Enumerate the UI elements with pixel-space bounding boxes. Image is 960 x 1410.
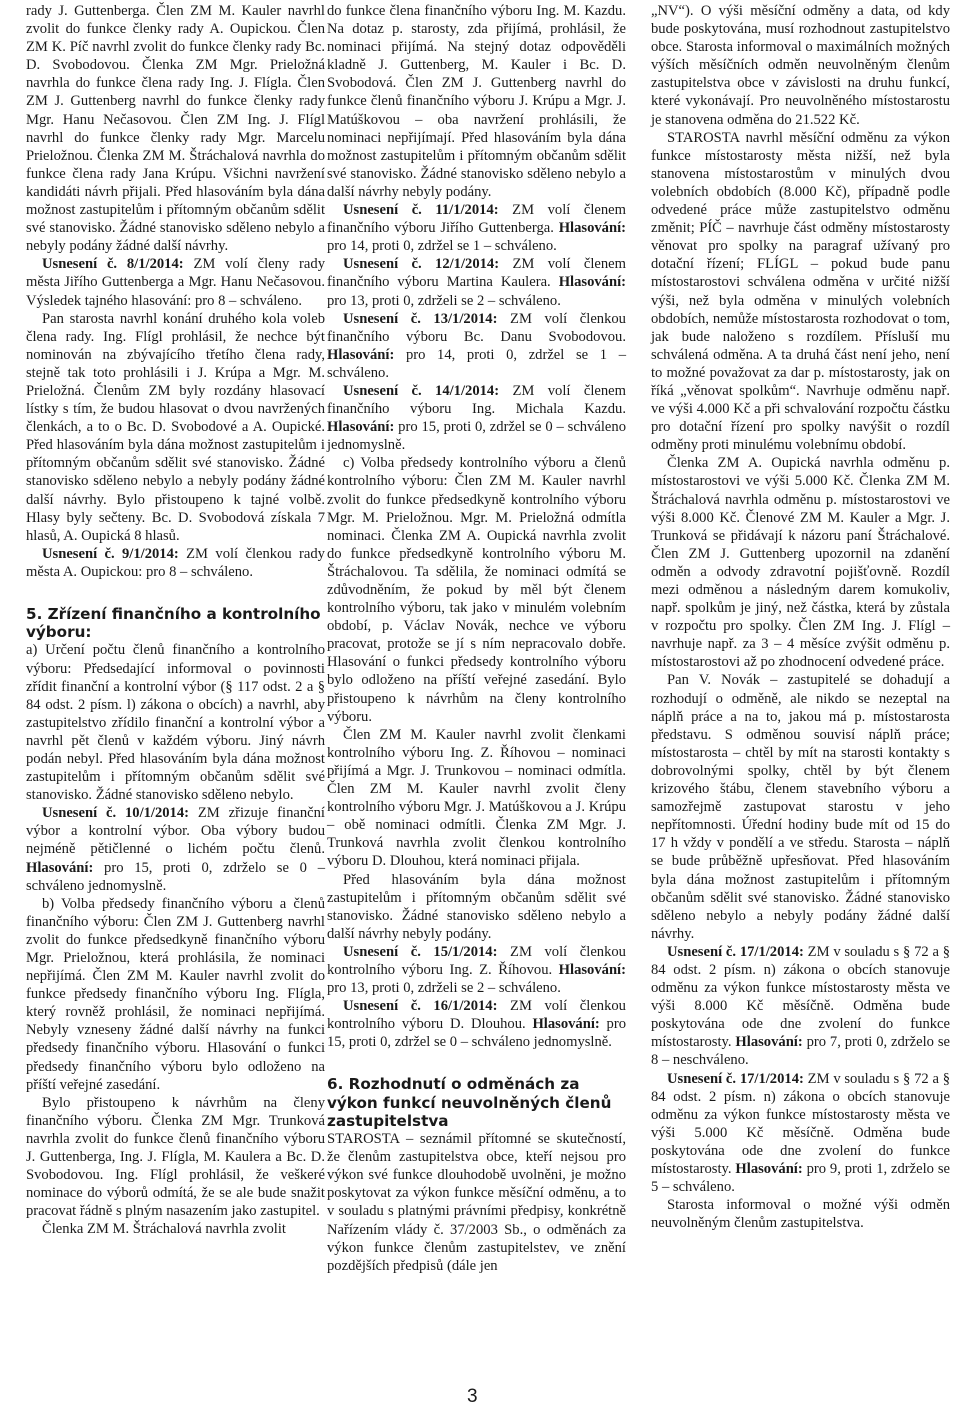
resolution-text: ZM volí členkou kontrolního výboru D. Dlouhou.	[327, 998, 626, 1033]
paragraph: Členka ZM M. Štráchalová navrhla zvolit	[42, 1221, 286, 1238]
resolution-text: ZM volí členem finančního výboru Martina Kaulera.	[327, 256, 626, 291]
resolution-16	[327, 997, 626, 1051]
vote-result: pro 15, proti 0, zdržel se 0 – schváleno jednomyslně.	[327, 419, 626, 454]
column-left	[26, 2, 325, 1239]
paragraph: rady J. Guttenberga. Člen ZM M. Kauler navrhl zvolit do funkce členky rady A. Oupickou. Člen ZM K. Píč navrhl zvolit do funkce členky rady Bc. D. Svobodovou. Členka ZM Mgr. Prieložná navrhla do funkce člena rady Ing. J. Flígla. Člen ZM J. Guttenberg navrhl do funkce členky rady Mgr. Hanu Nečasovou. Člen ZM Ing. J. Flígl navrhl do funkce členky rady Mgr. Marcelu Prieložnou. Členka ZM M. Štráchalová navrhla do funkce člena rady Jana Krúpu. Všichni navržení kandidáti návrh přijali. Před hlasováním byla dána možnost zastupitelům i přítomným občanům sdělit své stanovisko. Žádné stanovisko sděleno nebylo a nebyly podány žádné další návrhy.	[26, 3, 325, 255]
paragraph: Člen ZM M. Kauler navrhl zvolit členkami kontrolního výboru Ing. Z. Říhovou – nominaci přijímá a Mgr. J. Trunkovou – nominaci odmítla. Člen ZM M. Kauler navrhl zvolit členy kontrolního výboru Mgr. J. Matúškovou a J. Krúpu – obě nominaci odmítli. Členka ZM Mgr. J. Trunková navrhla zvolit členkou kontrolního výboru D. Dlouhou, která nominaci přijala.	[327, 726, 626, 870]
resolution-label: Usnesení č. 16/1/2014:	[343, 998, 498, 1015]
resolution-9	[26, 545, 325, 581]
resolution-label: Usnesení č. 10/1/2014:	[42, 805, 190, 822]
page-number: 3	[467, 1386, 478, 1407]
resolution-text: ZM volí členkou rady města A. Oupickou: pro 8 – schváleno.	[26, 545, 325, 580]
resolution-17b	[651, 1070, 950, 1197]
vote-result: pro 14, proti 0, zdržel se 1 – schváleno.	[327, 346, 626, 381]
paragraph: Pan V. Novák – zastupitelé se dohadují a rozhodují o odměně, ale nikdo se nezeptal na náplň práce a na to, jakou má p. místostarosta představu. S odměnou souvisí náplň práce; místostarosta – chtěl by mít na starosti kontakty s dobrovolnými spolky, chtěl by být členem krizového štábu, členem stavebního výboru a samozřejmě zastupovat starostu v jeho nepřítomnosti. Úřední hodiny bude mít od 15 do 17 h vždy v pondělí a ve středu. Starosta – náplň se bude průběžně upřesňovat. Před hlasováním byla dána možnost zastupitelům i přítomným občanům sdělit své stanovisko. Žádné stanovisko sděleno nebylo a nebyly podány žádné další návrhy.	[651, 672, 950, 942]
vote-label: Hlasování:	[558, 274, 626, 291]
vote-label: Hlasování:	[532, 1016, 600, 1033]
paragraph: Starosta informoval o možné výši odměn neuvolněným členům zastupitelstva.	[651, 1197, 950, 1232]
resolution-11	[327, 201, 626, 255]
vote-result: pro 7, proti 0, zdrželo se 8 – neschváleno.	[651, 1034, 950, 1069]
resolution-label: Usnesení č. 12/1/2014:	[343, 256, 500, 273]
section-heading-5: 5. Zřízení finančního a kontrolního výboru:	[26, 605, 321, 642]
column-right	[651, 2, 950, 1232]
resolution-text: ZM volí členkou finančního výboru Bc. Danu Svobodovou.	[327, 310, 626, 345]
resolution-text: ZM volí členy rady města Jiřího Guttenberga a Mgr. Hanu Nečasovou. Výsledek tajného hlasování: pro 8 – schváleno.	[26, 256, 325, 309]
resolution-text: ZM volí členem finančního výboru Ing. Michala Kazdu.	[327, 382, 626, 418]
resolution-14	[327, 382, 626, 454]
resolution-label: Usnesení č. 14/1/2014:	[343, 382, 500, 399]
resolution-label: Usnesení č. 17/1/2014:	[667, 1070, 804, 1087]
column-middle	[327, 2, 626, 1275]
paragraph: Bylo přistoupeno k návrhům na členy finančního výboru. Členka ZM Mgr. Trunková navrhla zvolit do funkce členů finančního výboru J. Guttenberga, Ing. J. Flígla, M. Kaulera a Bc. D. Svobodovou. Ing. Flígl prohlásil, že veškeré nominace do výborů odmítá, že se ale bude snažit pracovat řádně s plným nasazením jako zastupitel.	[26, 1094, 325, 1220]
vote-result: pro 14, proti 0, zdržel se 1 – schváleno.	[327, 238, 557, 255]
vote-label: Hlasování:	[26, 859, 94, 876]
vote-result: pro 9, proti 1, zdrželo se 5 – schváleno.	[651, 1161, 950, 1196]
resolution-13	[327, 310, 626, 382]
resolution-label: Usnesení č. 11/1/2014:	[343, 202, 499, 219]
resolution-label: Usnesení č. 17/1/2014:	[667, 943, 804, 960]
vote-result: pro 15, proti 0, zdržel se 0 – schváleno jednomyslně.	[327, 1016, 626, 1051]
resolution-text: ZM v souladu s § 72 a § 84 odst. 2 písm. n) zákona o obcích stanovuje odměnu za výkon funkce místostarosty města ve výši 8.000 Kč měsíčně. Odměna bude poskytována ode dne zvolení do funkce místostarosty.	[651, 943, 950, 1051]
paragraph: a) Určení počtu členů finančního a kontrolního výboru: Předsedající informoval o povinnosti zřídit finanční a kontrolní výbor (§ 117 odst. 2 a § 84 odst. 2 písm. l) zákona o obcích) a navrhl, aby zastupitelstvo zřídilo finanční a kontrolní výbor a navrhl pět členů v každém výboru. Jiný návrh podán nebyl. Před hlasováním byla dána možnost zastupitelům i přítomným občanům sdělit své stanovisko. Žádné stanovisko sděleno nebylo.	[26, 642, 325, 804]
resolution-text: ZM zřizuje finanční výbor a kontrolní výbor. Oba výbory budou nejméně pětičlenné o lichém počtu členů.	[26, 805, 325, 858]
paragraph: do funkce člena finančního výboru Ing. M. Kazdu. Na dotaz p. starosty, zda přijímá, prohlásil, že nominaci přijímá. Na stejný dotaz odpověděli kladně J. Guttenberg, M. Kauler i Bc. D. Svobodová. Člen ZM J. Guttenberg navrhl do funkce členů finančního výboru J. Krúpu a Mgr. J. Matúškovou – oba navržení prohlásili, že nominaci nepřijímají. Před hlasováním byla dána možnost zastupitelům i přítomným občanům sdělit své stanovisko. Žádné stanovisko sděleno nebylo a další návrhy nebyly podány.	[327, 3, 626, 200]
resolution-8	[26, 255, 325, 309]
resolution-17a	[651, 943, 950, 1070]
vote-label: Hlasování:	[558, 961, 626, 978]
paragraph: Před hlasováním byla dána možnost zastupitelům i přítomným občanům sdělit své stanovisko. Žádné stanovisko sděleno nebylo a další návrhy nebyly podány.	[327, 871, 626, 942]
resolution-label: Usnesení č. 13/1/2014:	[343, 310, 498, 327]
resolution-text: ZM v souladu s § 72 a § 84 odst. 2 písm. n) zákona o obcích stanovuje odměnu za výkon funkce místostarosty města ve výši 5.000 Kč měsíčně. Odměna bude poskytována ode dne zvolení do funkce místostarosty.	[651, 1070, 950, 1177]
paragraph: STAROSTA – seznámil přítomné se skutečností, že členům zastupitelstva obce, kteří nejsou pro výkon své funkce dlouhodobě uvolněni, je možno poskytovat za výkon funkce měsíční odměnu, a to v souladu s platnými právními předpisy, konkrétně Nařízením vlády č. 37/2003 Sb., o odměnách za výkon funkce členům zastupitelstev, ve znění pozdějších předpisů (dále jen	[327, 1131, 626, 1274]
resolution-10	[26, 804, 325, 894]
resolution-12	[327, 255, 626, 309]
resolution-label: Usnesení č. 9/1/2014:	[42, 545, 179, 562]
vote-label: Hlasování:	[735, 1034, 803, 1051]
vote-label: Hlasování:	[558, 220, 626, 237]
vote-result: pro 13, proti 0, zdrželi se 2 – schváleno.	[327, 292, 561, 309]
paragraph: Členka ZM A. Oupická navrhla odměnu p. místostarostovi ve výši 5.000 Kč. Členka ZM M. Štráchalová navrhla odměnu p. místostarostovi ve výši 8.000 Kč. Členové ZM M. Kauler a Mgr. J. Trunková se přidávají k názoru paní Štráchalové. Člen ZM J. Guttenberg upozornil na zdanění odměn a odvody zdravotní pojišťovně. Rozdíl mezi odměnou a následným darem komukoliv, např. spolkům je jiný, než částka, která by zůstala v rozpočtu pro spolky. Člen ZM Ing. J. Flígl – navrhuje např. za 3 – 4 měsíce zvýšit odměnu p. místostarostovi až po zhodnocení odvedené práce.	[651, 455, 950, 671]
resolution-text: ZM volí členem finančního výboru Jiřího Guttenberga.	[327, 202, 626, 237]
resolution-text: ZM volí členkou kontrolního výboru Ing. Z. Říhovou.	[327, 943, 626, 978]
vote-label: Hlasování:	[735, 1161, 803, 1177]
vote-label: Hlasování:	[327, 419, 395, 436]
section-heading-6: 6. Rozhodnutí o odměnách za výkon funkcí neuvolněných členů zastupitelstva	[327, 1075, 612, 1130]
paragraph: „NV“). O výši měsíční odměny a data, od kdy bude poskytována, musí rozhodnout zastupitelstvo obce. Starosta informoval o maximálních možných výších měsíčních odměn neuvolněným členům zastupitelstva obce v závislosti na druhu funkcí, které vykonávají. Pro neuvolněného místostarostu je stanovena odměna do 21.522 Kč.	[651, 3, 950, 128]
resolution-label: Usnesení č. 15/1/2014:	[343, 943, 498, 960]
paragraph: c) Volba předsedy kontrolního výboru a členů kontrolního výboru: Člen ZM M. Kauler navrhl zvolit do funkce předsedkyně kontrolního výboru Mgr. M. Prieložnou. Mgr. M. Prieložná odmítla nominaci. Členka ZM A. Oupická navrhla zvolit do funkce předsedkyně kontrolního výboru M. Štráchalovou. Ta sdělila, že nominaci odmítá se zdůvodněním, že pokud by měl být členem kontrolního výboru, tak jako v minulém volebním období, p. Václav Novák, nechce ve výboru pracovat, protože se jí s ním nepracovalo dobře. Hlasování o funkci předsedy kontrolního výboru bylo odloženo na příští veřejné zasedání. Bylo přistoupeno k návrhům na členy kontrolního výboru.	[327, 455, 626, 725]
vote-result: pro 15, proti 0, zdrželo se 0 – schváleno jednomyslně.	[26, 859, 325, 894]
resolution-15	[327, 943, 626, 997]
paragraph: b) Volba předsedy finančního výboru a členů finančního výboru: Člen ZM J. Guttenberg navrhl zvolit do funkce předsedkyně finančního výboru Mgr. Prieložnou, která prohlásila, že nominaci nepřijímá. Člen ZM M. Kauler navrhl zvolit do funkce předsedy finančního výboru Ing. Flígla, který rovněž prohlásil, že nominaci nepřijímá. Nebyly vzneseny žádné další návrhy na funkci předsedy finančního výboru. Hlasování o funkci předsedy finančního výboru bylo odloženo na příští veřejné zasedání.	[26, 895, 325, 1093]
paragraph: STAROSTA navrhl měsíční odměnu za výkon funkce místostarosty města nižší, než byla stanovena místostarostům v minulých dvou volebních obdobích (8.000 Kč), případně podle odvedené práce může zastupitelstvo odměnu změnit; PÍČ – navrhuje část odměny místostarosty věnovat pro spolky na paragraf užívaný pro dotační řízení; FLÍGL – pokud bude panu místostarostovi schválena odměna v určité nižší výši, než byla odměna v minulých volebních obdobích, nemůže místostarosta rozhodovat o tom, jak bude naloženo s rozdílem. Přísluší mu schválená odměna. A ta druhá část není jeho, není to možné považovat za dar p. místostarosty, jak on říká „věnovat spolkům“. Navrhuje odměnu např. ve výši 4.000 Kč a při schvalování rozpočtu částku pro dotační řízení pro spolky navýšit o rozdíl odměny proti minulému volebnímu období.	[651, 129, 950, 454]
resolution-label: Usnesení č. 8/1/2014:	[42, 256, 184, 273]
vote-label: Hlasování:	[327, 346, 395, 363]
vote-result: pro 13, proti 0, zdrželi se 2 – schváleno.	[327, 980, 561, 997]
paragraph: Pan starosta navrhl konání druhého kola voleb člena rady. Ing. Flígl prohlásil, že nechce být nominován na zbývajícího třetího člena rady, stejně tak toto prohlásili i J. Krúpa a Mgr. M. Prieložná. Členům ZM byly rozdány hlasovací lístky s tím, že budou hlasovat o dvou navržených členkách, a to o Bc. D. Svobodové a A. Oupické. Před hlasováním byla dána možnost zastupitelům i přítomným občanům sdělit své stanovisko. Žádné stanovisko sděleno nebylo a nebyly podány žádné další návrhy. Bylo přistoupeno k tajné volbě. Hlasy byly sečteny. Bc. D. Svobodová získala 7 hlasů, A. Oupická 8 hlasů.	[26, 310, 325, 544]
